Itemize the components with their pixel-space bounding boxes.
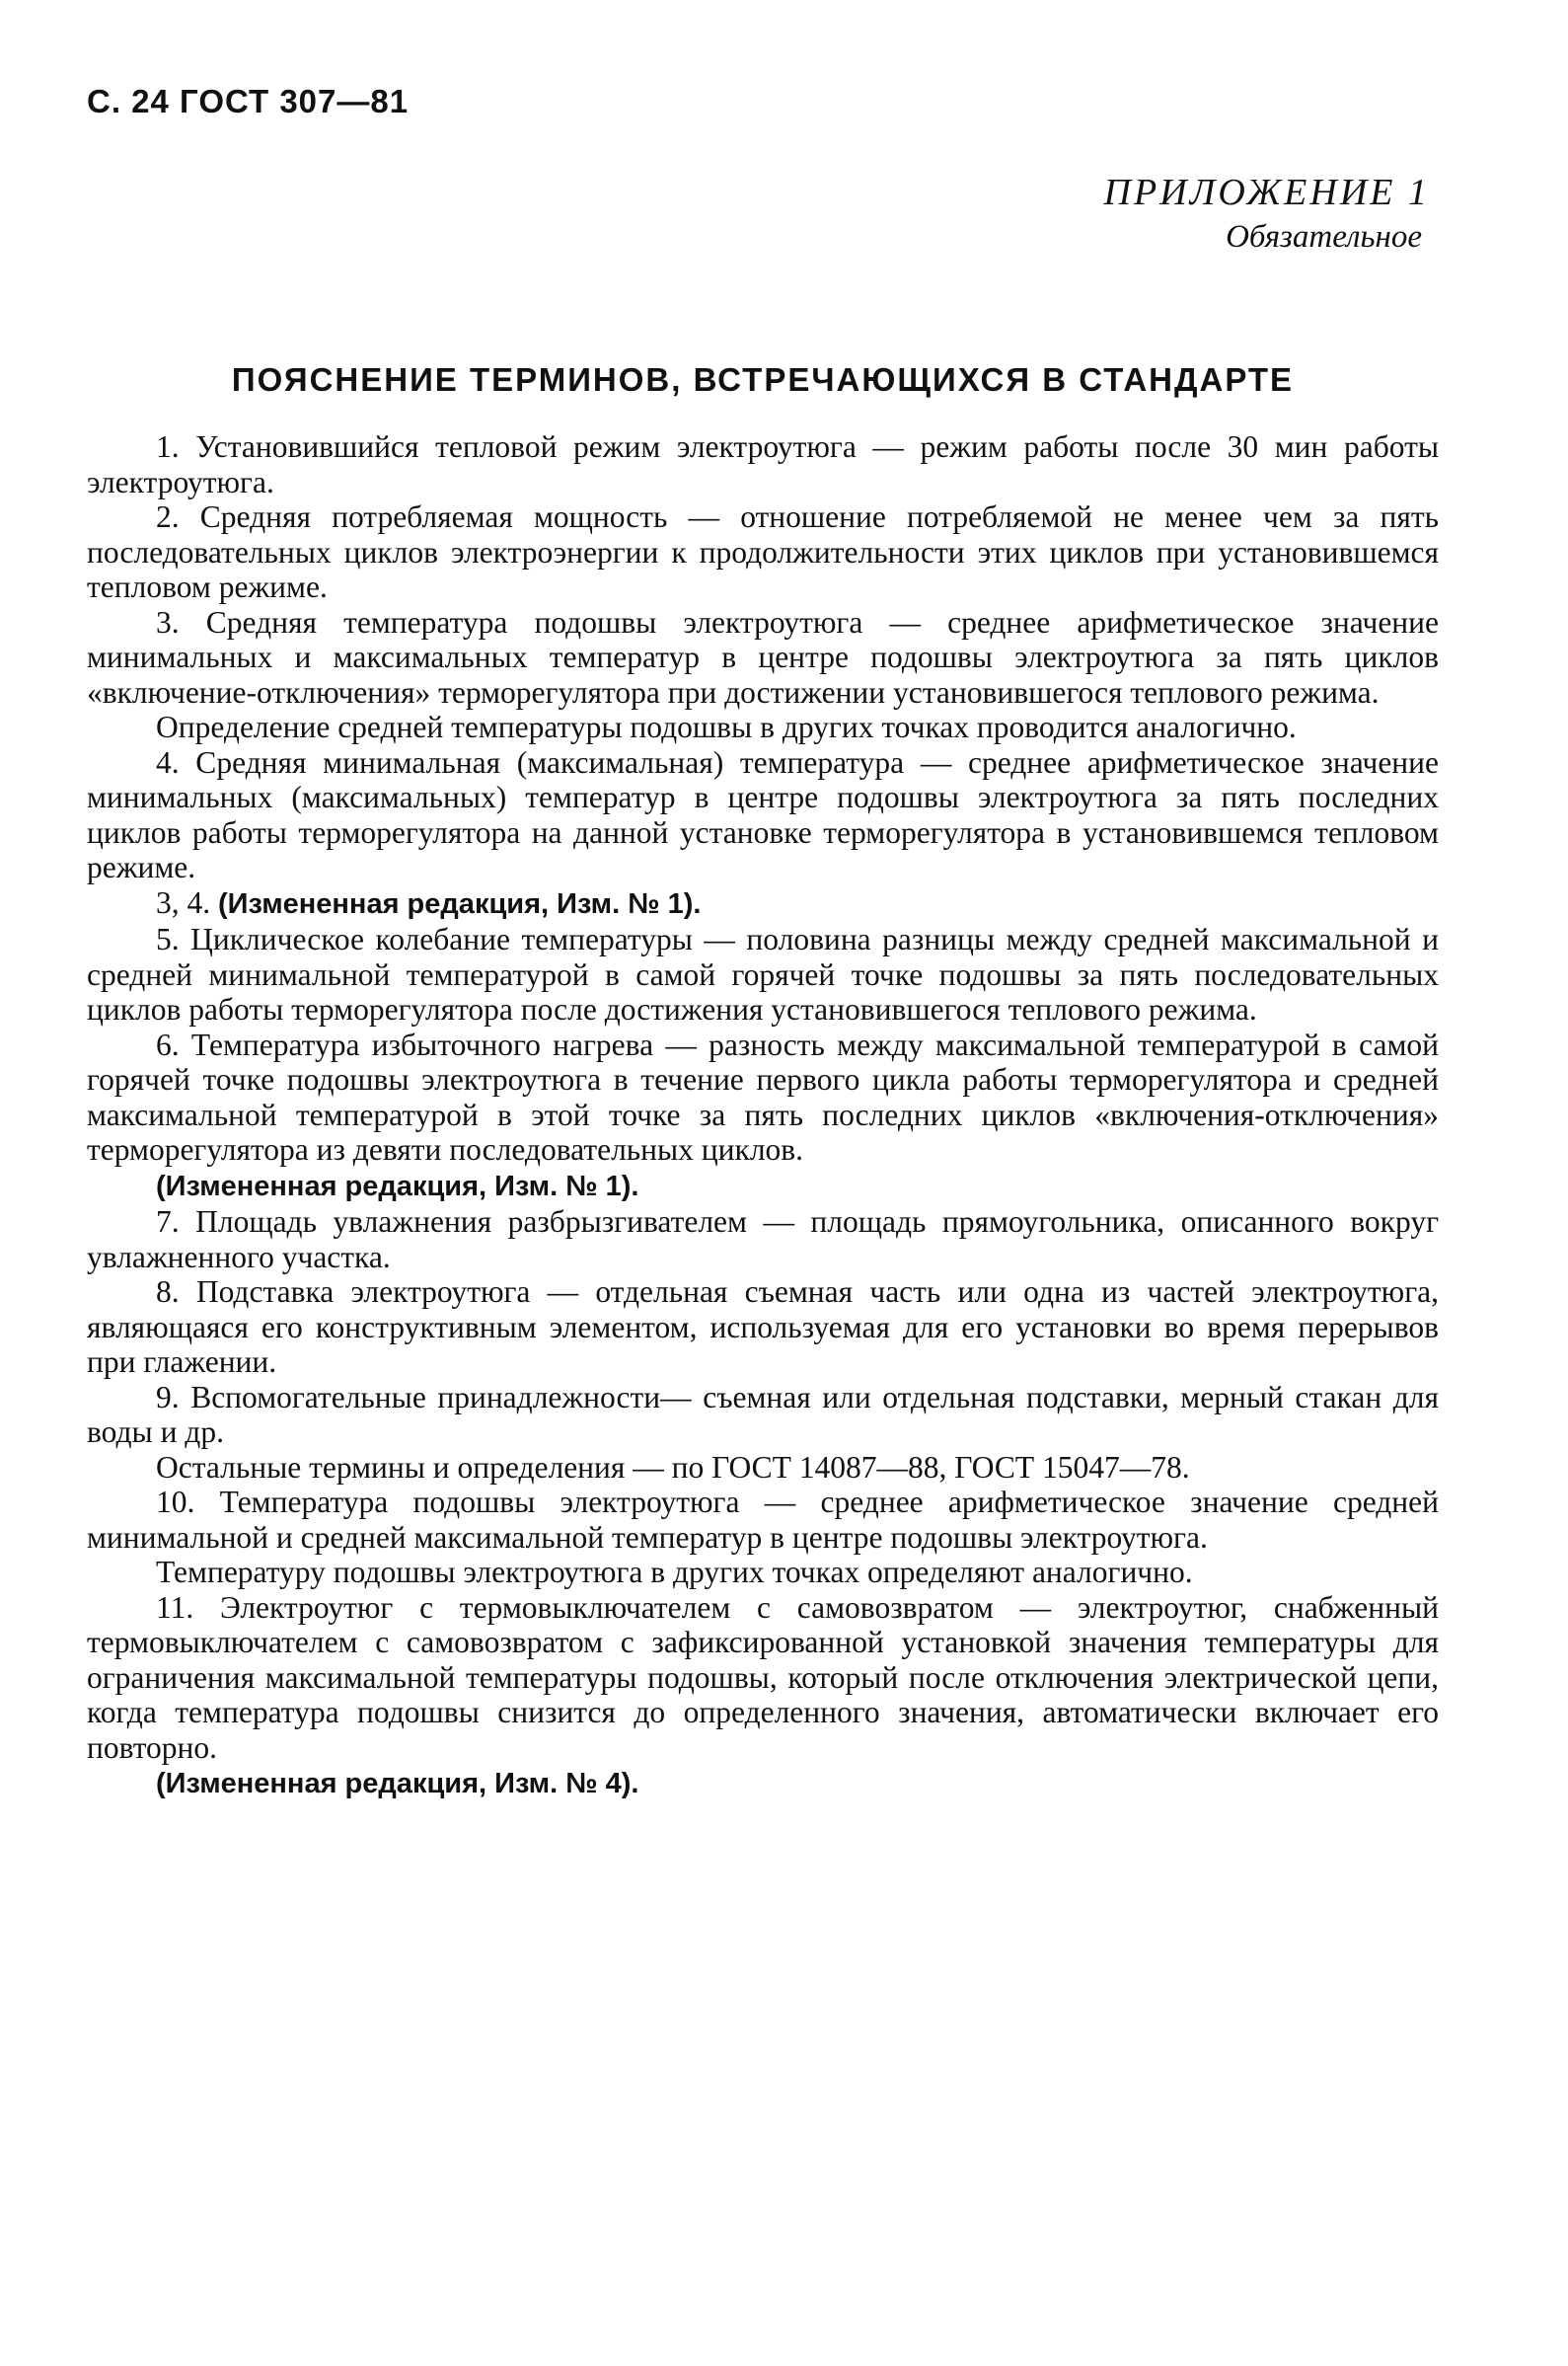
- section-title: ПОЯСНЕНИЕ ТЕРМИНОВ, ВСТРЕЧАЮЩИХСЯ В СТАНДАРТЕ: [231, 361, 1295, 398]
- amendment-note: (Измененная редакция, Изм. № 4).: [156, 1768, 639, 1799]
- paragraph-text: 3, 4.: [156, 884, 218, 920]
- amendment-note: (Измененная редакция, Изм. № 1).: [218, 887, 702, 920]
- term-paragraph-2: [87, 499, 1439, 605]
- body-text: [87, 429, 1439, 1802]
- paragraph-text: 7. Площадь увлажнения разбрызгивателем — площадь прямоугольника, описанного вокруг увлажненного участка.: [87, 1204, 1439, 1274]
- term-paragraph-7: [87, 1204, 1439, 1274]
- term-paragraph-9: [87, 1380, 1439, 1450]
- paragraph-text: Остальные термины и определения — по ГОСТ 14087—88, ГОСТ 15047—78.: [156, 1449, 1190, 1485]
- paragraph-text: Определение средней температуры подошвы в других точках проводится аналогично.: [156, 710, 1297, 744]
- term-paragraph-8: [87, 1274, 1439, 1380]
- term-paragraph-10-addendum: [87, 1555, 1439, 1590]
- paragraph-text: 5. Циклическое колебание температуры — половина разницы между средней максимальной и средней минимальной температурой в самой горячей точке подошвы за пять последовательных циклов работы терморегулятора после достижения установившегося теплового режима.: [87, 922, 1439, 1027]
- amendment-note: (Измененная редакция, Изм. № 1).: [156, 1170, 639, 1202]
- paragraph-text: 6. Температура избыточного нагрева — разность между максимальной температурой в самой горячей точке подошвы электроутюга в течение первого цикла работы терморегулятора и средней максимальной температурой в этой точке за пять последних циклов «включения-отключения» терморегулятора из девяти последовательных циклов.: [87, 1027, 1439, 1167]
- term-paragraph-11: [87, 1590, 1439, 1766]
- paragraph-text: 11. Электроутюг с термовыключателем с самовозвратом — электроутюг, снабженный термовыключателем с самовозвратом с зафиксированной установкой значения температуры для ограничения максимальной температуры подошвы, который после отключения электрической цепи, когда температура подошвы снизится до определенного значения, автоматически включает его повторно.: [87, 1589, 1439, 1765]
- paragraph-text: 9. Вспомогательные принадлежности— съемная или отдельная подставки, мерный стакан для воды и др.: [87, 1379, 1439, 1449]
- paragraph-text: 10. Температура подошвы электроутюга — среднее арифметическое значение средней минимальной и средней максимальной температур в центре подошвы электроутюга.: [87, 1485, 1439, 1555]
- paragraph-text: 3. Средняя температура подошвы электроутюга — среднее арифметическое значение минимальных и максимальных температур в центре подошвы электроутюга за пять циклов «включение-отключения» терморегулятора при достижении установившегося теплового режима.: [87, 604, 1439, 710]
- paragraph-text: 4. Средняя минимальная (максимальная) температура — среднее арифметическое значение минимальных (максимальных) температур в центре подошвы электроутюга за пять последних циклов работы терморегулятора на данной установке терморегулятора в установившемся тепловом режиме.: [87, 744, 1439, 884]
- paragraph-text: 2. Средняя потребляемая мощность — отношение потребляемой не менее чем за пять последовательных циклов электроэнергии к продолжительности этих циклов при установившемся тепловом режиме.: [87, 499, 1439, 604]
- term-paragraph-10: [87, 1485, 1439, 1555]
- term-paragraph-1: [87, 429, 1439, 499]
- amendment-note-6: [87, 1168, 1439, 1205]
- appendix-title: ПРИЛОЖЕНИЕ 1: [1103, 172, 1430, 213]
- appendix-block: [1104, 170, 1430, 259]
- other-terms-reference: [87, 1450, 1439, 1486]
- term-paragraph-4: [87, 745, 1439, 885]
- term-paragraph-3-addendum: [87, 710, 1439, 745]
- appendix-subtitle: Обязательное: [1226, 219, 1422, 255]
- page-header: С. 24 ГОСТ 307—81: [87, 83, 410, 119]
- amendment-note-11: [87, 1765, 1439, 1802]
- term-paragraph-3: [87, 605, 1439, 711]
- term-paragraph-6: [87, 1028, 1439, 1168]
- term-paragraph-5: [87, 922, 1439, 1028]
- amendment-note-3-4: [87, 885, 1439, 923]
- paragraph-text: 1. Установившийся тепловой режим электроутюга — режим работы после 30 мин работы электроутюга.: [87, 429, 1439, 499]
- paragraph-text: Температуру подошвы электроутюга в других точках определяют аналогично.: [156, 1555, 1193, 1589]
- paragraph-text: 8. Подставка электроутюга — отдельная съемная часть или одна из частей электроутюга, являющаяся его конструктивным элементом, используемая для его установки во время перерывов при глажении.: [87, 1274, 1439, 1379]
